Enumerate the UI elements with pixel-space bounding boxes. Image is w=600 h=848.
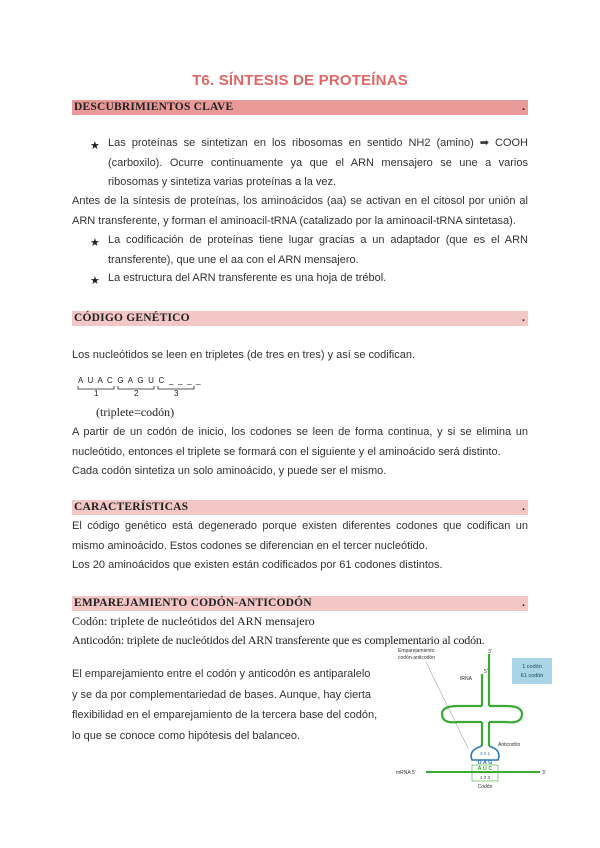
star-bullet-icon: ★: [90, 275, 100, 287]
heading-dot: .: [522, 501, 526, 513]
section-heading-codigo-genetico: CÓDIGO GENÉTICO: [74, 312, 190, 324]
text-line: El código genético está degenerado porque existen diferentes codones que codifican un: [72, 520, 528, 532]
anticodon-definition: Anticodón: triplete de nucleótidos del ARN transferente que es complementario al codón.: [72, 633, 485, 647]
numbers-top: 3 2 1: [479, 751, 491, 756]
text-line: La codificación de proteínas tiene lugar gracias a un adaptador (que es el ARN: [108, 234, 528, 246]
triplet-number: 2: [134, 389, 139, 398]
text-line: nucleótido, entonces el triplete se formará con el siguiente y el aminoácido será distinto.: [72, 445, 501, 458]
paragraph: [72, 517, 528, 576]
diagram-label-3prime: 3': [488, 649, 492, 655]
diagram-label-mrna: mRNA 5': [396, 770, 416, 776]
text-line: (carboxilo). Ocurre continuamente ya que el ARN mensajero se une a varios: [108, 156, 528, 169]
text-line: y se da por complementariedad de bases. Aunque, hay cierta: [72, 688, 372, 701]
text-line: Las proteínas se sintetizan en los ribosomas en sentido NH2 (amino) ➡ COOH: [108, 137, 528, 149]
codon-definition: Codón: triplete de nucleótidos del ARN mensajero: [72, 614, 315, 628]
page-title: T6. SÍNTESIS DE PROTEÍNAS: [192, 72, 408, 89]
text-line: mismo aminoácido. Estos codones se diferencian en el tercer nucleótido.: [72, 539, 428, 552]
text-line: ARN transferente, y forman el aminoacil-tRNA (catalizado por la aminoacil-tRNA sintetasa).: [72, 214, 516, 227]
diagram-label-pairing: codón-anticodón: [398, 655, 435, 661]
heading-dot: .: [522, 101, 526, 113]
text-line: El emparejamiento entre el codón y anticodón es antiparalelo: [72, 668, 371, 680]
star-bullet-icon: ★: [90, 140, 100, 152]
text-line: flexibilidad en el emparejamiento de la tercera base del codón,: [72, 709, 378, 721]
diagram-label-codon: Codón: [477, 784, 493, 790]
paragraph: [72, 192, 528, 231]
badge-line-2: 61 codón: [520, 673, 544, 679]
text-line: transferente), que une el aa con el ARN mensajero.: [108, 253, 359, 266]
badge-line-1: 1 codón: [522, 664, 542, 670]
text-line: Cada codón sintetiza un solo aminoácido, y puede ser el mismo.: [72, 465, 387, 477]
nucleotide-sequence: A U A C G A G U C _ _ _ _: [78, 376, 202, 385]
codon-count-badge: [512, 658, 552, 684]
text-line: Antes de la síntesis de proteínas, los aminoácidos (aa) se activan en el citosol por unión al: [72, 195, 528, 207]
heading-dot: .: [522, 597, 526, 609]
bullet-text: [108, 231, 528, 270]
paragraph: [72, 423, 528, 482]
triplet-number: 1: [94, 389, 99, 398]
section-heading-emparejamiento: EMPAREJAMIENTO CODÓN-ANTICODÓN: [74, 597, 312, 609]
diagram-label-pairing: Emparejamiento: [398, 648, 435, 654]
trna-diagram: [396, 646, 552, 794]
anticodon-bases: U A G: [477, 760, 493, 766]
section-heading-descubrimientos: DESCUBRIMIENTOS CLAVE: [74, 101, 234, 113]
section-heading-caracteristicas: CARACTERÍSTICAS: [74, 501, 189, 513]
diagram-label-trna: tRNA: [460, 676, 472, 682]
bullet-text: [108, 134, 528, 193]
heading-dot: .: [522, 312, 526, 324]
text-line: Los 20 aminoácidos que existen están codificados por 61 codones distintos.: [72, 559, 443, 571]
numbers-bottom: 1 2 3: [479, 775, 491, 780]
diagram-label-3prime-end: 3': [542, 770, 546, 776]
diagram-label-5prime: 5': [484, 669, 488, 675]
diagram-label-anticodon: Anticodón: [498, 742, 521, 748]
bullet-text: La estructura del ARN transferente es una hoja de trébol.: [108, 272, 387, 284]
codon-bases: A U C: [477, 766, 493, 772]
triplet-number: 3: [174, 389, 179, 398]
triplet-label: (triplete=codón): [96, 405, 175, 419]
paragraph: [72, 664, 392, 746]
paragraph: Los nucleótidos se leen en tripletes (de tres en tres) y así se codifican.: [72, 349, 416, 361]
text-line: A partir de un codón de inicio, los codones se leen de forma continua, y si se elimina un: [72, 426, 528, 438]
text-line: ribosomas y sintetiza varias proteínas a la vez.: [108, 176, 337, 188]
star-bullet-icon: ★: [90, 237, 100, 249]
text-line: lo que se conoce como hipótesis del balanceo.: [72, 729, 301, 742]
